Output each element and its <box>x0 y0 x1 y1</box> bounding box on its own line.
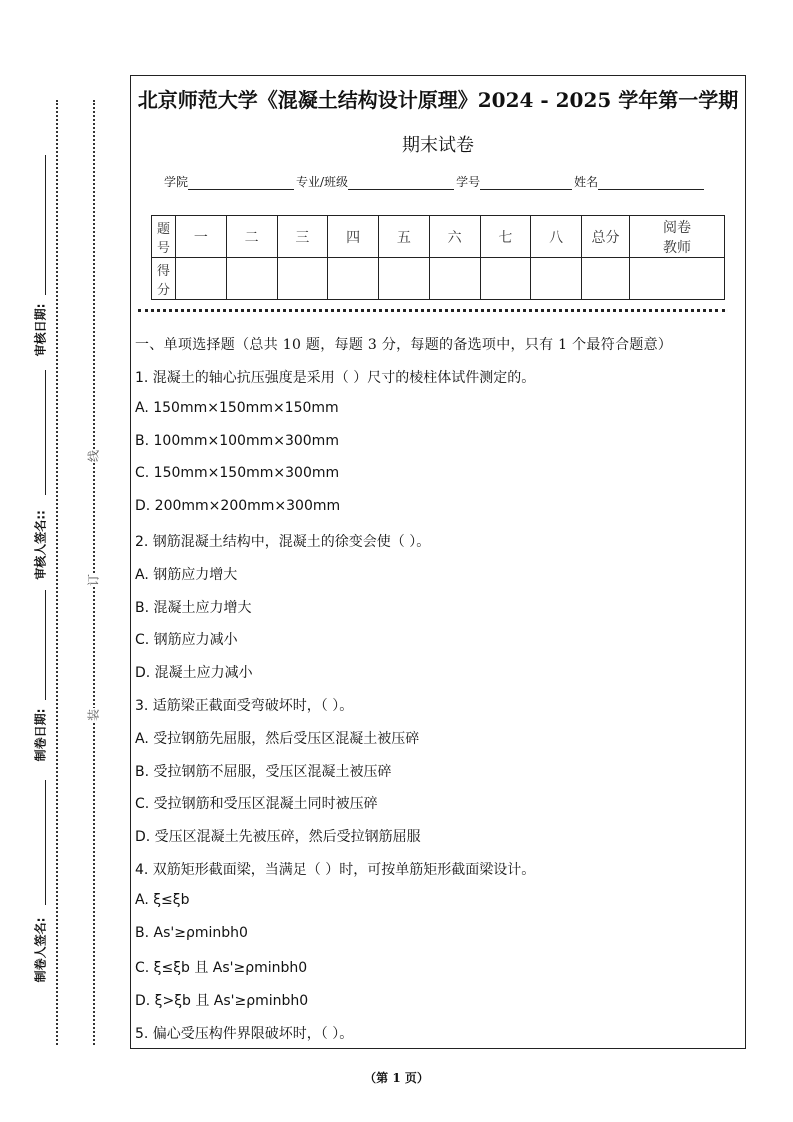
header-cell: 阅卷教师 <box>630 216 725 258</box>
college-field[interactable] <box>188 176 294 190</box>
score-cell[interactable] <box>429 258 480 300</box>
name-label: 姓名 <box>574 175 599 189</box>
answer-option[interactable]: C. ξ≤ξb 且 As'≥ρminbh0 <box>135 960 308 977</box>
bind-char-line: 线 <box>86 449 101 463</box>
score-cell[interactable] <box>582 258 630 300</box>
name-field[interactable] <box>598 176 704 190</box>
header-cell: 六 <box>429 216 480 258</box>
header-cell: 四 <box>328 216 379 258</box>
answer-option[interactable]: A. 150mm×150mm×150mm <box>135 399 339 416</box>
score-cell[interactable] <box>328 258 379 300</box>
seal-line-outer <box>56 100 58 1045</box>
college-label: 学院 <box>164 175 189 189</box>
reviewer-sign-label: 审核人签名:: <box>33 510 48 580</box>
score-cell[interactable] <box>480 258 531 300</box>
answer-option[interactable]: A. ξ≤ξb <box>135 891 190 908</box>
answer-option[interactable]: A. 受拉钢筋先屈服，然后受压区混凝土被压碎 <box>135 730 420 747</box>
review-date-line <box>45 155 46 295</box>
bind-char-bind: 装 <box>86 708 101 722</box>
answer-option[interactable]: C. 钢筋应力减小 <box>135 632 238 649</box>
answer-option[interactable]: D. 混凝土应力减小 <box>135 665 253 682</box>
header-cell: 五 <box>379 216 430 258</box>
header-cell: 三 <box>277 216 328 258</box>
score-table <box>151 215 725 300</box>
student-id-label: 学号 <box>456 175 481 189</box>
answer-option[interactable]: C. 150mm×150mm×300mm <box>135 465 340 482</box>
question-stem: 4. 双筋矩形截面梁，当满足（ ）时，可按单筋矩形截面梁设计。 <box>135 862 536 878</box>
answer-option[interactable]: C. 受拉钢筋和受压区混凝土同时被压碎 <box>135 796 378 813</box>
review-date-label: 审核日期: <box>33 303 48 357</box>
student-info-form <box>164 173 706 190</box>
maker-date-label: 制卷日期: <box>33 708 48 762</box>
maker-sign-label: 制卷人签名: <box>33 917 48 983</box>
score-cell[interactable] <box>630 258 725 300</box>
student-id-field[interactable] <box>480 176 572 190</box>
score-cell[interactable] <box>226 258 277 300</box>
header-cell: 七 <box>480 216 531 258</box>
answer-option[interactable]: D. 受压区混凝土先被压碎，然后受拉钢筋屈服 <box>135 829 421 846</box>
answer-option[interactable]: B. 混凝土应力增大 <box>135 599 252 616</box>
major-label: 专业/班级 <box>296 175 349 189</box>
score-cell[interactable] <box>379 258 430 300</box>
bind-char-staple: 订 <box>86 573 101 587</box>
score-cell[interactable] <box>531 258 582 300</box>
score-cell[interactable] <box>277 258 328 300</box>
header-cell: 总分 <box>582 216 630 258</box>
answer-option[interactable]: B. 100mm×100mm×300mm <box>135 432 339 449</box>
header-cell: 二 <box>226 216 277 258</box>
answer-option[interactable]: D. ξ>ξb 且 As'≥ρminbh0 <box>135 993 309 1010</box>
answer-option[interactable]: A. 钢筋应力增大 <box>135 566 238 583</box>
exam-title: 北京师范大学《混凝土结构设计原理》2024 - 2025 学年第一学期 <box>137 88 739 112</box>
page-number: （第 1 页） <box>364 1071 429 1085</box>
answer-option[interactable]: B. As'≥ρminbh0 <box>135 924 248 941</box>
dotted-separator <box>138 309 725 312</box>
answer-option[interactable]: D. 200mm×200mm×300mm <box>135 498 341 515</box>
maker-date-line <box>45 590 46 700</box>
question-stem: 1. 混凝土的轴心抗压强度是采用（ ）尺寸的棱柱体试件测定的。 <box>135 370 536 386</box>
score-table-header-row <box>152 216 725 258</box>
score-cell[interactable] <box>176 258 227 300</box>
maker-sign-line <box>45 780 46 905</box>
score-label-cell: 得分 <box>152 258 176 300</box>
header-cell: 一 <box>176 216 227 258</box>
header-cell: 题号 <box>152 216 176 258</box>
answer-option[interactable]: B. 受拉钢筋不屈服，受压区混凝土被压碎 <box>135 763 392 780</box>
reviewer-sign-line <box>45 370 46 495</box>
question-stem: 5. 偏心受压构件界限破坏时，（ ）。 <box>135 1026 354 1042</box>
score-table-score-row <box>152 258 725 300</box>
header-cell: 八 <box>531 216 582 258</box>
major-field[interactable] <box>348 176 454 190</box>
question-stem: 3. 适筋梁正截面受弯破坏时，（ ）。 <box>135 698 354 714</box>
question-stem: 2. 钢筋混凝土结构中，混凝土的徐变会使（ ）。 <box>135 534 431 550</box>
exam-subtitle: 期末试卷 <box>402 135 474 156</box>
section-heading: 一、单项选择题（总共 10 题，每题 3 分，每题的备选项中，只有 1 个最符合题意） <box>135 337 673 353</box>
